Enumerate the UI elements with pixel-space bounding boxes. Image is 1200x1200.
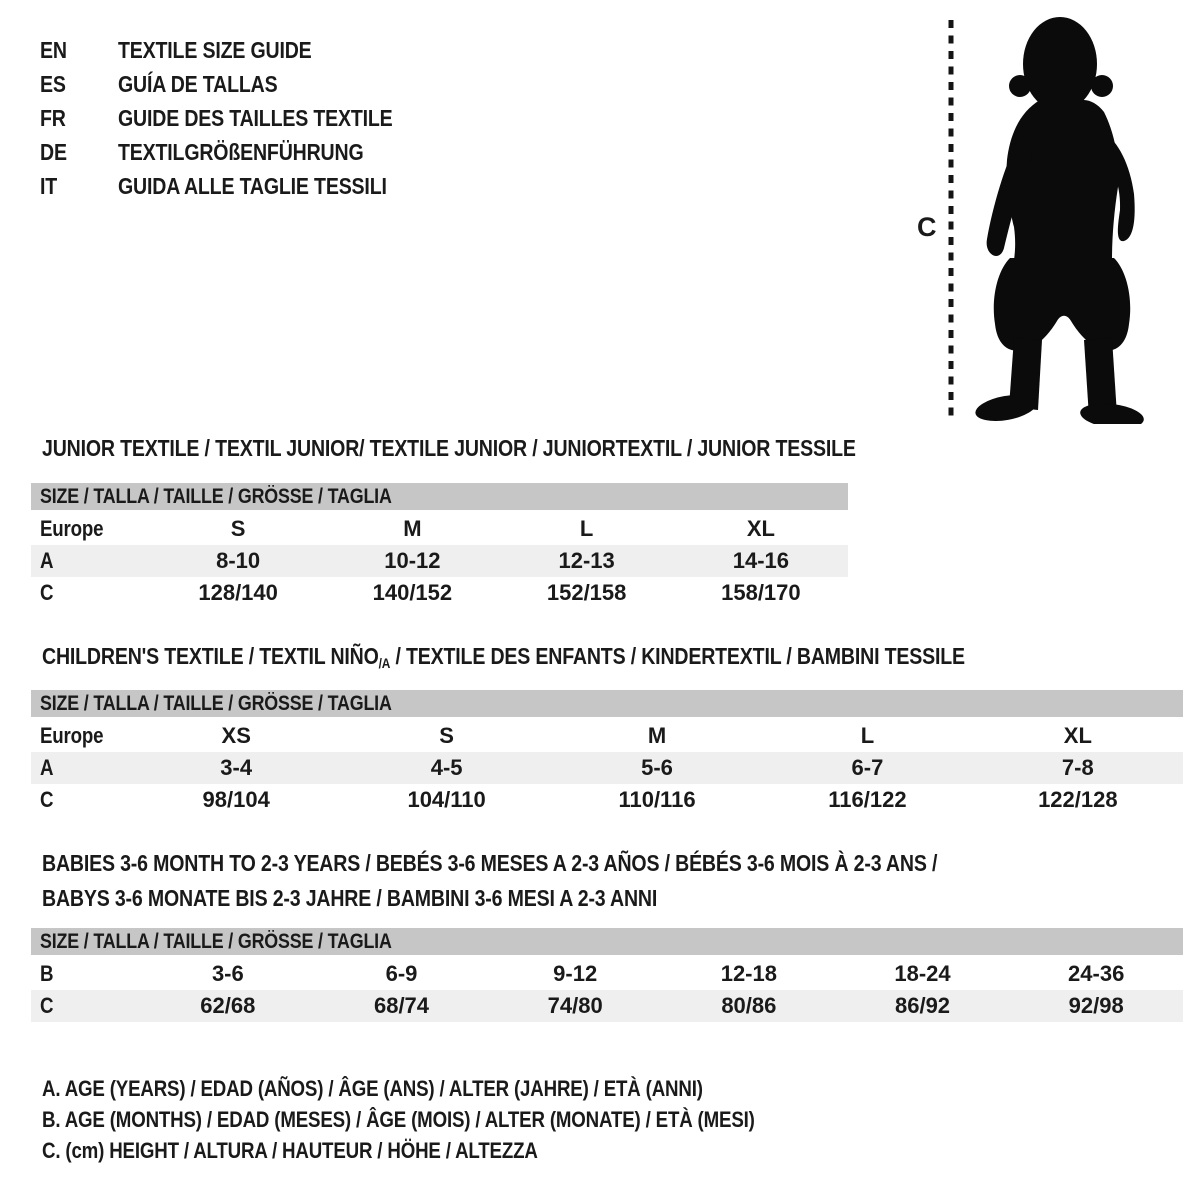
table-row-europe (31, 720, 1183, 752)
row-label: Europe (40, 723, 104, 748)
age-cell: 24-36 (1068, 961, 1125, 986)
age-cell: 4-5 (430, 755, 463, 780)
size-cell: S (230, 516, 246, 541)
row-label: Europe (40, 516, 104, 541)
language-code: DE (40, 138, 67, 165)
age-cell: 5-6 (641, 755, 673, 780)
row-label: A (40, 755, 54, 780)
size-cell: M (403, 516, 422, 541)
row-label: C (40, 580, 54, 605)
legend (42, 1073, 880, 1166)
table-row-height (31, 990, 1183, 1022)
toddler-silhouette-icon (900, 10, 1180, 424)
size-cell: L (860, 723, 875, 748)
table-row-height (31, 784, 1183, 816)
babies-section-title-line1: BABIES 3-6 MONTH TO 2-3 YEARS / BEBÉS 3-6 MESES A 2-3 AÑOS / BÉBÉS 3-6 MOIS À 2-3 ANS / (42, 850, 938, 876)
language-code: FR (40, 104, 66, 131)
height-cell: 158/170 (721, 580, 801, 605)
size-header-label: SIZE / TALLA / TAILLE / GRÖSSE / TAGLIA (40, 484, 392, 508)
babies-section-title-line2: BABYS 3-6 MONATE BIS 2-3 JAHRE / BAMBINI 3-6 MESI A 2-3 ANNI (42, 885, 658, 911)
height-cell: 140/152 (372, 580, 453, 605)
age-cell: 10-12 (384, 548, 441, 573)
table-row-age (31, 752, 1183, 784)
legend-line-c: C. (cm) HEIGHT / ALTURA / HAUTEUR / HÖHE / ALTEZZA (42, 1138, 538, 1163)
toddler-silhouette (973, 17, 1145, 424)
height-cell: 62/68 (200, 993, 256, 1018)
age-cell: 6-9 (385, 961, 418, 986)
height-figure (900, 10, 1180, 424)
size-header-bar (31, 483, 848, 510)
height-cell: 86/92 (894, 993, 951, 1018)
children-section-title: CHILDREN'S TEXTILE / TEXTIL $NIÑO_{/A}$ / TEXTILE DES ENFANTS / KINDERTEXTIL / BAMBINI TESSILE (42, 643, 965, 671)
size-header-bar (31, 690, 1183, 717)
title-subscript: /A (378, 655, 391, 671)
age-cell: 8-10 (216, 548, 261, 573)
size-header-bar (31, 928, 1183, 955)
height-cell: 110/116 (618, 787, 696, 812)
height-cell: 68/74 (373, 993, 430, 1018)
size-cell: XL (1063, 723, 1092, 748)
legend-line-b: B. AGE (MONTHS) / EDAD (MESES) / ÂGE (MOIS) / ALTER (MONATE) / ETÀ (MESI) (42, 1107, 755, 1132)
junior-size-table (31, 483, 848, 609)
language-code: IT (40, 172, 58, 199)
height-cell: 122/128 (1038, 787, 1118, 812)
age-cell: 6-7 (851, 755, 884, 780)
language-title: GUÍA DE TALLAS (118, 70, 278, 97)
height-measure-label: C (917, 212, 937, 242)
language-title: TEXTILE SIZE GUIDE (118, 36, 312, 63)
row-label: C (40, 787, 54, 812)
language-title: TEXTILGRÖßENFÜHRUNG (118, 138, 364, 165)
size-cell: XL (746, 516, 775, 541)
height-cell: 104/110 (407, 787, 486, 812)
size-cell: S (439, 723, 454, 748)
junior-section-title: JUNIOR TEXTILE / TEXTIL JUNIOR/ TEXTILE JUNIOR / JUNIORTEXTIL / JUNIOR TESSILE (42, 435, 856, 461)
table-row-age-months (31, 958, 1183, 990)
row-label: B (40, 961, 54, 986)
row-label: C (40, 993, 54, 1018)
age-cell: 3-4 (220, 755, 253, 780)
table-row-europe (31, 513, 848, 545)
language-list (40, 33, 441, 203)
babies-size-table (31, 928, 1183, 1022)
size-cell: L (579, 516, 594, 541)
language-row-de (40, 135, 441, 169)
height-cell: 116/122 (828, 787, 907, 812)
size-header-label: SIZE / TALLA / TAILLE / GRÖSSE / TAGLIA (40, 929, 392, 953)
age-cell: 12-18 (720, 961, 777, 986)
language-title: GUIDA ALLE TAGLIE TESSILI (118, 172, 387, 199)
language-code: ES (40, 70, 66, 97)
height-cell: 152/158 (546, 580, 627, 605)
language-row-en (40, 33, 441, 67)
language-code: EN (40, 36, 67, 63)
age-cell: 14-16 (732, 548, 790, 573)
legend-line-a: A. AGE (YEARS) / EDAD (AÑOS) / ÂGE (ANS) / ALTER (JAHRE) / ETÀ (ANNI) (42, 1076, 703, 1101)
size-cell: M (647, 723, 667, 748)
age-cell: 9-12 (553, 961, 598, 986)
height-cell: 74/80 (547, 993, 603, 1018)
row-label: A (40, 548, 54, 573)
language-row-fr (40, 101, 441, 135)
height-cell: 128/140 (198, 580, 278, 605)
size-header-label: SIZE / TALLA / TAILLE / GRÖSSE / TAGLIA (40, 691, 392, 715)
age-cell: 12-13 (558, 548, 615, 573)
size-cell: XS (221, 723, 251, 748)
language-row-es (40, 67, 441, 101)
table-row-height (31, 577, 848, 609)
children-size-table (31, 690, 1183, 816)
height-cell: 92/98 (1068, 993, 1124, 1018)
age-cell: 3-6 (211, 961, 244, 986)
language-row-it (40, 169, 441, 203)
age-cell: 18-24 (894, 961, 951, 986)
height-cell: 98/104 (202, 787, 270, 812)
table-row-age (31, 545, 848, 577)
language-title: GUIDE DES TAILLES TEXTILE (118, 104, 393, 131)
age-cell: 7-8 (1061, 755, 1094, 780)
height-cell: 80/86 (721, 993, 777, 1018)
